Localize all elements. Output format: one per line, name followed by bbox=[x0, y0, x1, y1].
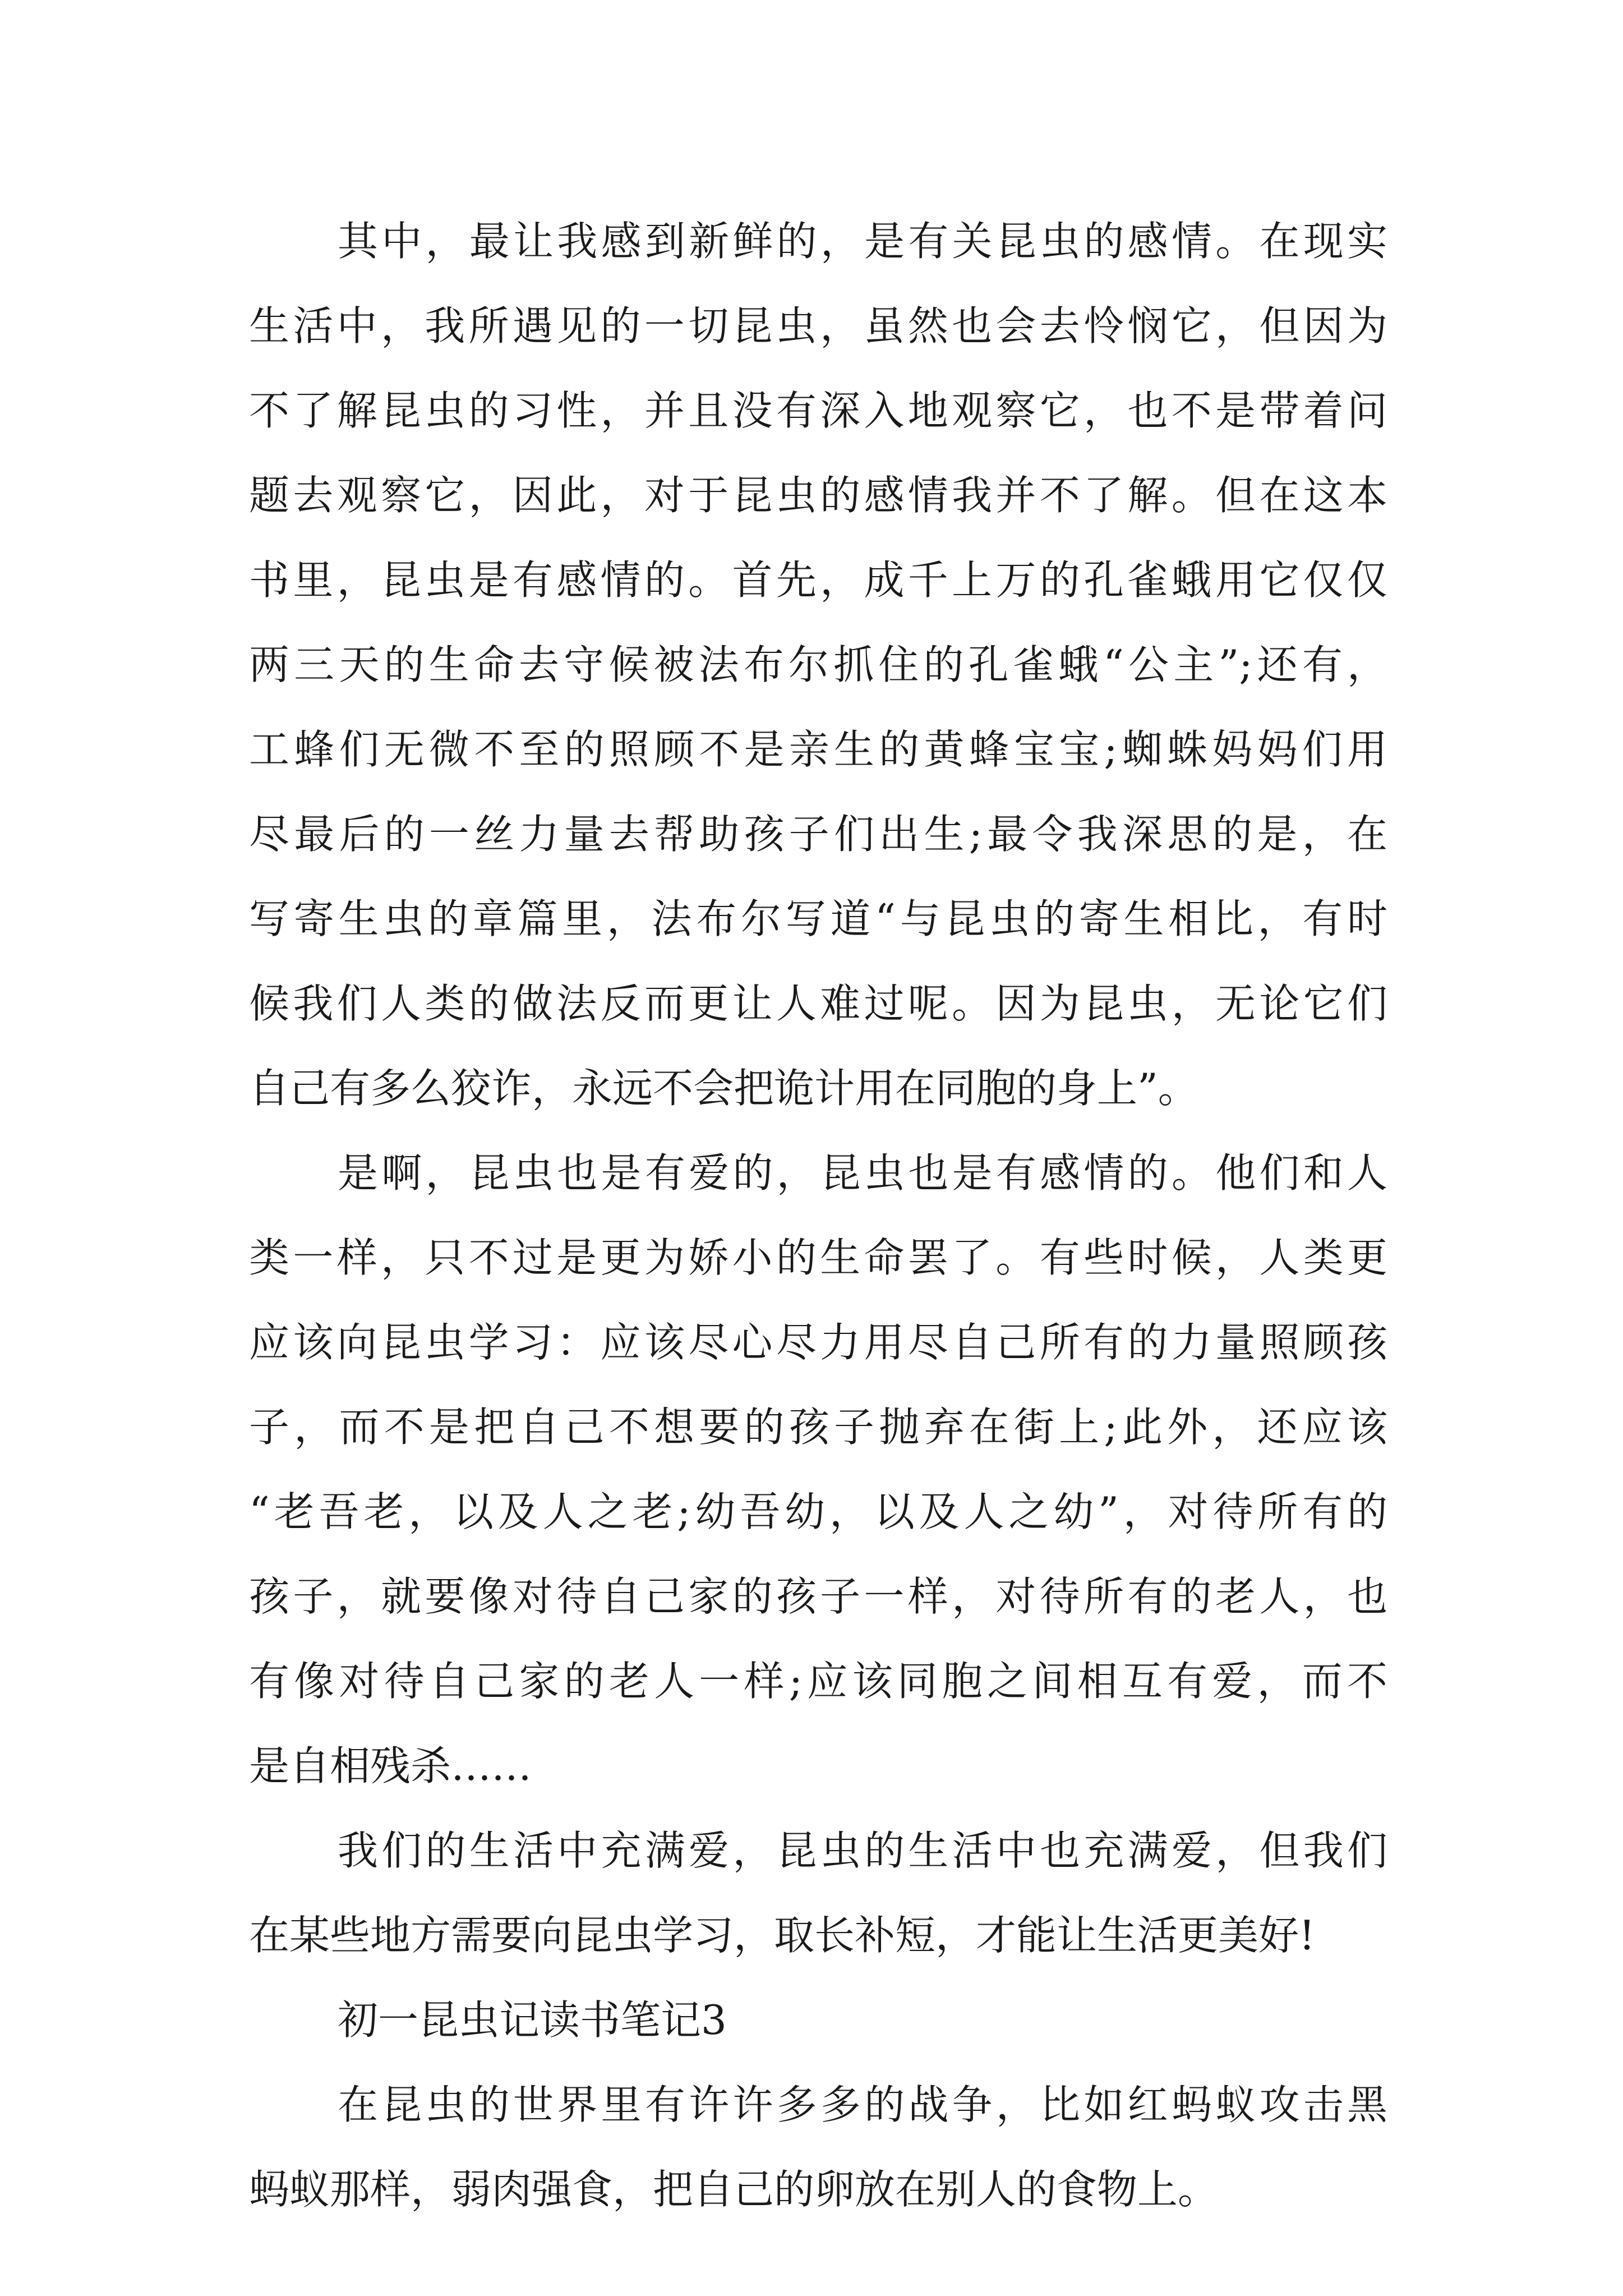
body-text bbox=[249, 199, 1387, 2232]
text-line: 书里，昆虫是有感情的。首先，成千上万的孔雀蛾用它仅仅 bbox=[249, 556, 1387, 604]
text-line: 自己有多么狡诈，永远不会把诡计用在同胞的身上”。 bbox=[249, 1065, 1198, 1112]
text-line: 题去观察它，因此，对于昆虫的感情我并不了解。但在这本 bbox=[249, 472, 1387, 519]
text-line: 有像对待自己家的老人一样;应该同胞之间相互有爱，而不 bbox=[249, 1658, 1387, 1705]
text-line: 是啊，昆虫也是有爱的，昆虫也是有感情的。他们和人 bbox=[338, 1149, 1387, 1197]
paragraph bbox=[249, 199, 1387, 1131]
paragraph bbox=[249, 1809, 1387, 1978]
text-line: 在昆虫的世界里有许许多多的战争，比如红蚂蚁攻击黑 bbox=[338, 2081, 1387, 2128]
paragraph bbox=[249, 1131, 1387, 1809]
text-line: 是自相残杀…… bbox=[249, 1742, 532, 1789]
text-line: 我们的生活中充满爱，昆虫的生活中也充满爱，但我们 bbox=[338, 1827, 1387, 1874]
text-line: 子，而不是把自己不想要的孩子抛弃在街上;此外，还应该 bbox=[249, 1404, 1387, 1451]
text-line: 工蜂们无微不至的照顾不是亲生的黄蜂宝宝;蜘蛛妈妈们用 bbox=[249, 726, 1387, 773]
text-line: 孩子，就要像对待自己家的孩子一样，对待所有的老人，也 bbox=[249, 1573, 1387, 1620]
text-line: 候我们人类的做法反而更让人难过呢。因为昆虫，无论它们 bbox=[249, 980, 1387, 1027]
text-line: 生活中，我所遇见的一切昆虫，虽然也会去怜悯它，但因为 bbox=[249, 302, 1387, 349]
heading-line: 初一昆虫记读书笔记3 bbox=[338, 1996, 727, 2044]
paragraph bbox=[249, 2063, 1387, 2232]
text-line: 在某些地方需要向昆虫学习，取长补短，才能让生活更美好! bbox=[249, 1912, 1315, 1959]
text-line: 不了解昆虫的习性，并且没有深入地观察它，也不是带着问 bbox=[249, 387, 1387, 434]
section-heading bbox=[249, 1978, 1387, 2063]
text-line: “老吾老，以及人之老;幼吾幼，以及人之幼”，对待所有的 bbox=[249, 1488, 1387, 1535]
text-line: 类一样，只不过是更为娇小的生命罢了。有些时候，人类更 bbox=[249, 1234, 1387, 1281]
text-line: 应该向昆虫学习：应该尽心尽力用尽自己所有的力量照顾孩 bbox=[249, 1319, 1387, 1366]
text-line: 尽最后的一丝力量去帮助孩子们出生;最令我深思的是，在 bbox=[249, 811, 1387, 858]
text-line: 其中，最让我感到新鲜的，是有关昆虫的感情。在现实 bbox=[338, 218, 1387, 265]
text-line: 蚂蚁那样，弱肉强食，把自己的卵放在别人的食物上。 bbox=[249, 2166, 1219, 2213]
text-line: 两三天的生命去守候被法布尔抓住的孔雀蛾“公主”;还有， bbox=[249, 641, 1387, 688]
text-line: 写寄生虫的章篇里，法布尔写道“与昆虫的寄生相比，有时 bbox=[249, 895, 1387, 942]
